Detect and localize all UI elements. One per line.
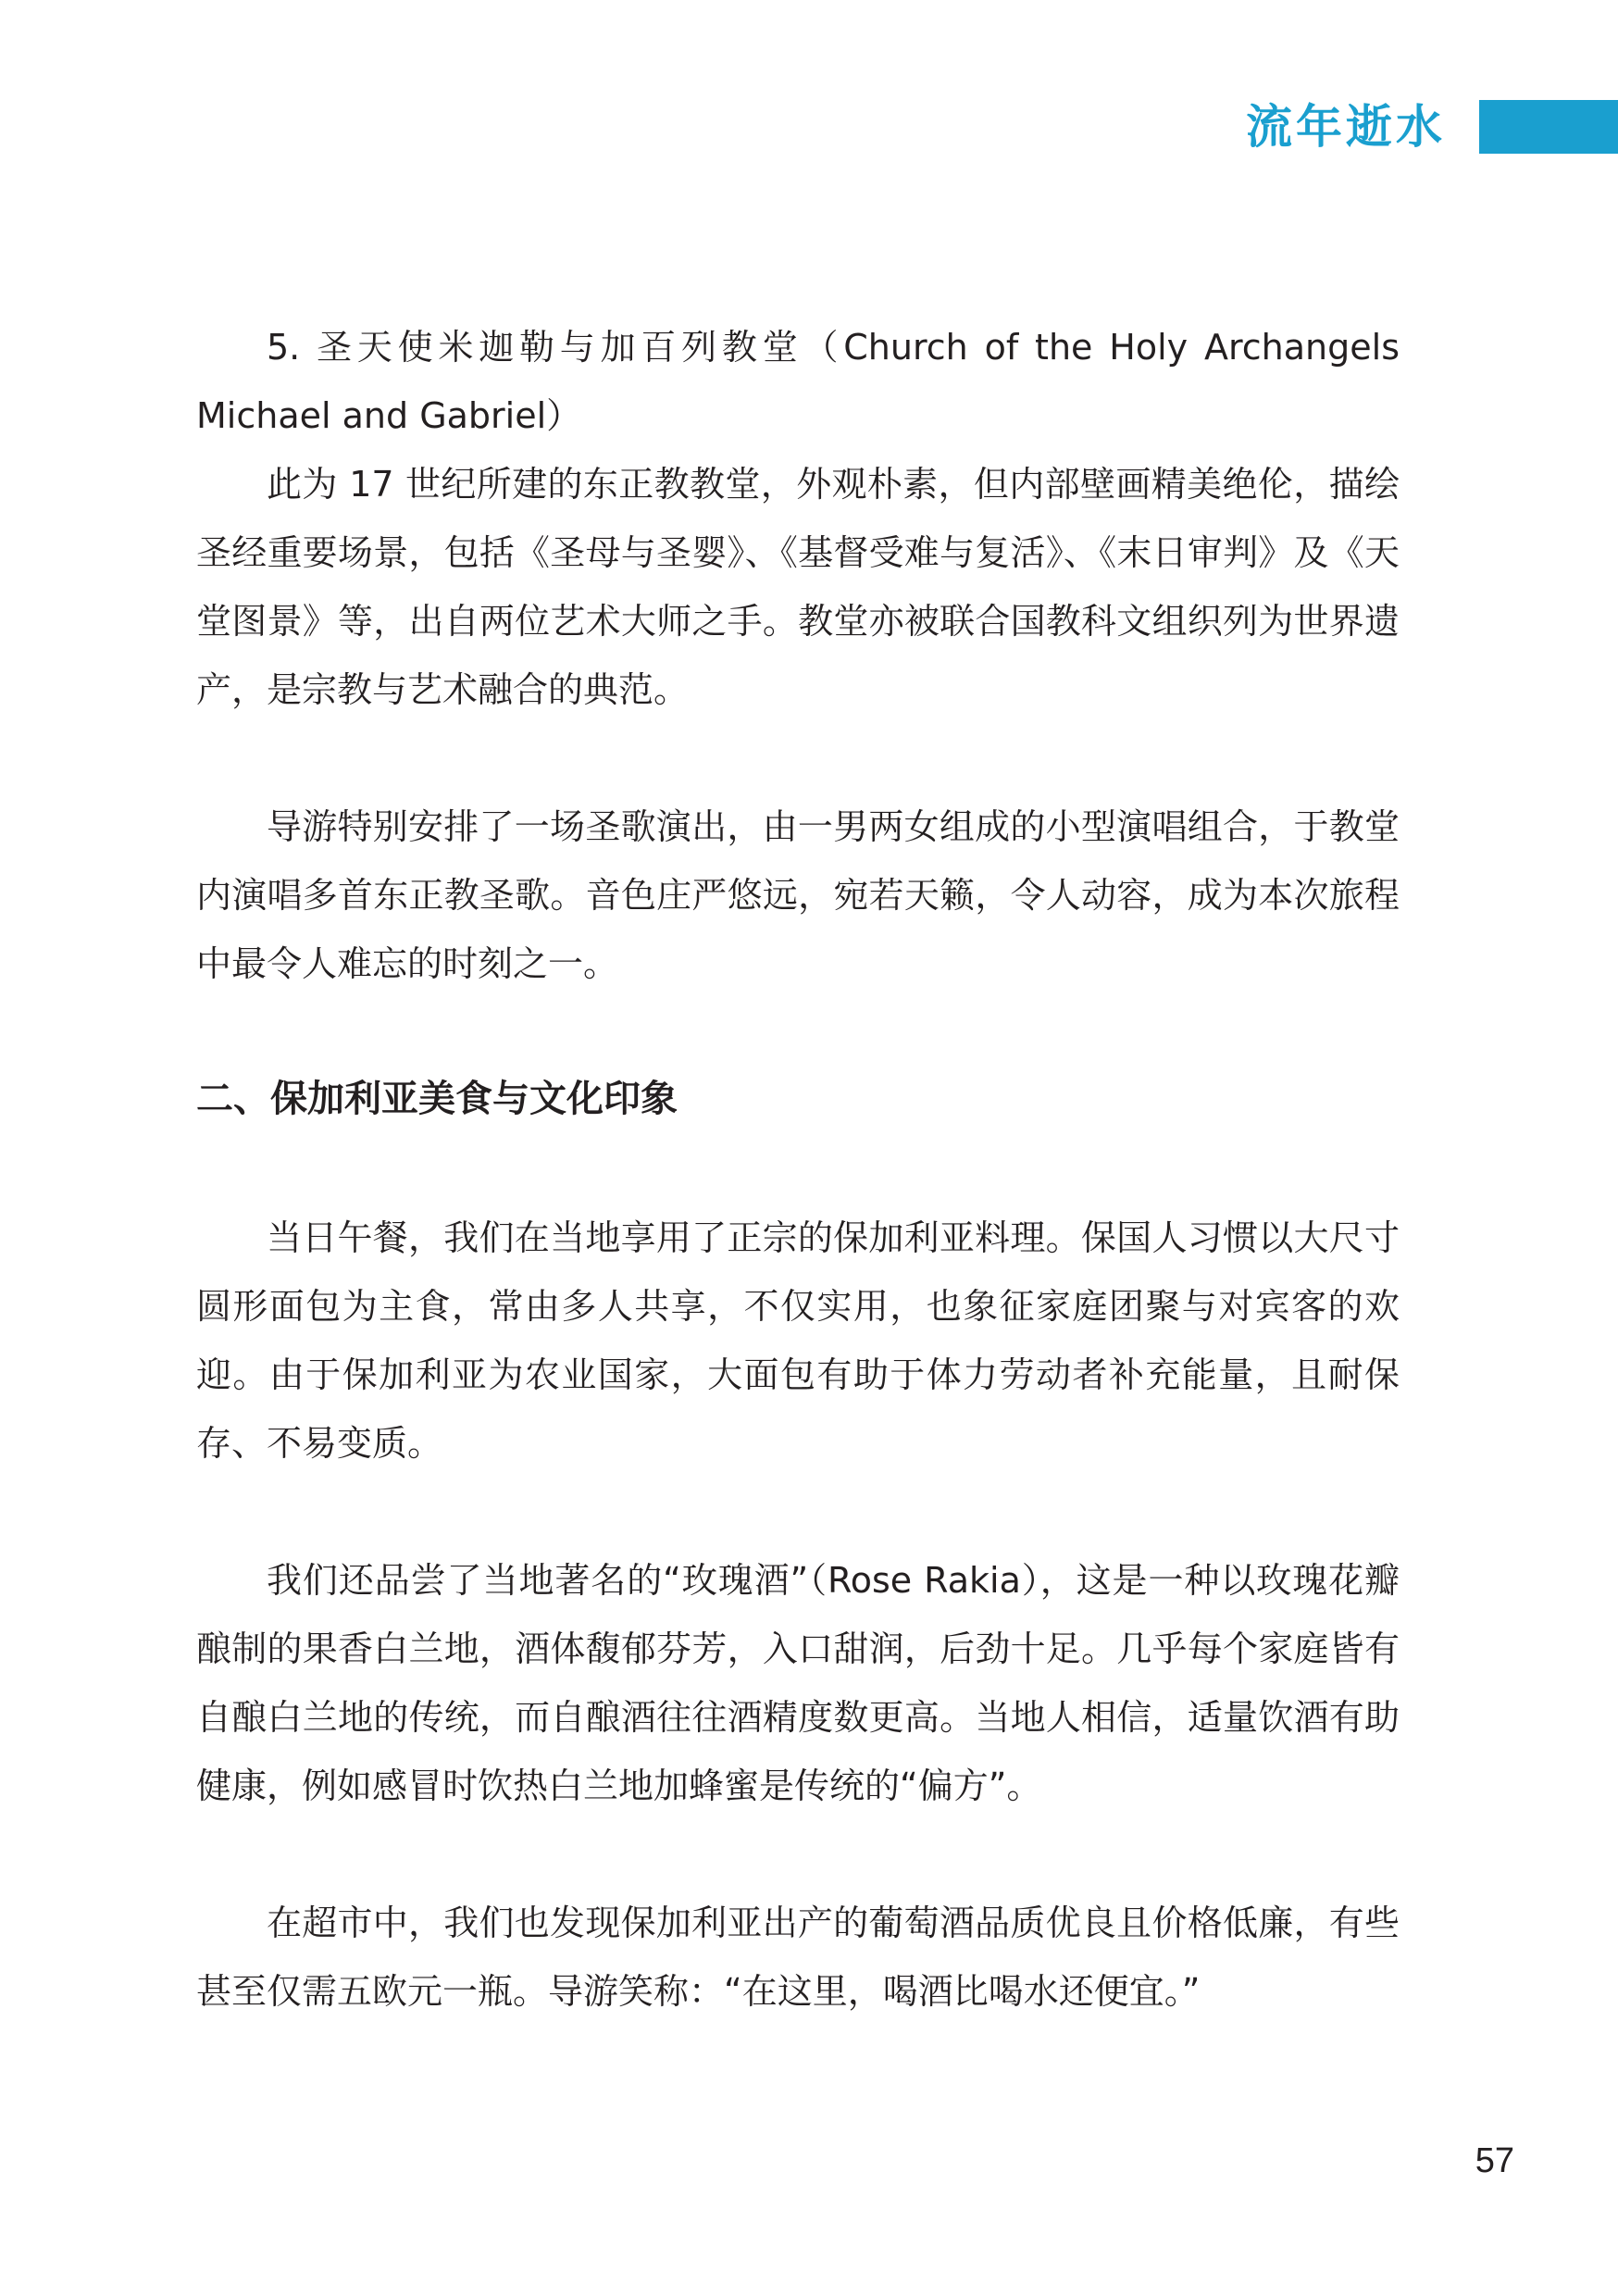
wine-paragraph: 在超市中，我们也发现保加利亚出产的葡萄酒品质优良且价格低廉，有些甚至仅需五欧元一瓶。导游笑称：“在这里，喝酒比喝水还便宜。” — [196, 1903, 1400, 2012]
paragraph-gap — [196, 1133, 1400, 1204]
paragraph-gap — [196, 1478, 1400, 1546]
rose-rakia-paragraph: 我们还品尝了当地著名的“玫瑰酒”（Rose Rakia），这是一种以玫瑰花瓣酿制的果香白兰地，酒体馥郁芬芳，入口甜润，后劲十足。几乎每个家庭皆有自酿白兰地的传统，而自酿酒往往酒精度数更高。当地人相信，适量饮酒有助健康，例如感冒时饮热白兰地加蜂蜜是传统的“偏方”。 — [196, 1560, 1400, 1806]
page-number: 57 — [1475, 2141, 1514, 2180]
paragraph-gap — [196, 724, 1400, 792]
performance-paragraph: 导游特别安排了一场圣歌演出，由一男两女组成的小型演唱组合，于教堂内演唱多首东正教圣歌。音色庄严悠远，宛若天籁，令人动容，成为本次旅程中最令人难忘的时刻之一。 — [196, 806, 1400, 984]
paragraph-gap — [196, 998, 1400, 1065]
lunch-paragraph: 当日午餐，我们在当地享用了正宗的保加利亚料理。保国人习惯以大尺寸圆形面包为主食，常由多人共享，不仅实用，也象征家庭团聚与对宾客的欢迎。由于保加利亚为农业国家，大面包有助于体力劳动者补充能量，且耐保存、不易变质。 — [196, 1217, 1400, 1464]
article-body — [196, 313, 1400, 2026]
church-description: 此为 17 世纪所建的东正教教堂，外观朴素，但内部壁画精美绝伦，描绘圣经重要场景，包括《圣母与圣婴》、《基督受难与复活》、《末日审判》及《天堂图景》等，出自两位艺术大师之手。教堂亦被联合国教科文组织列为世界遗产，是宗教与艺术融合的典范。 — [196, 464, 1400, 710]
church-subtitle: 5. 圣天使米迦勒与加百列教堂（Church of the Holy Archangels Michael and Gabriel） — [196, 327, 1400, 436]
section-heading: 二、保加利亚美食与文化印象 — [196, 1078, 678, 1120]
header-color-bar — [1479, 100, 1618, 154]
paragraph-gap — [196, 1820, 1400, 1889]
header-section-title: 流年逝水 — [1246, 100, 1446, 154]
running-header — [1246, 100, 1618, 154]
